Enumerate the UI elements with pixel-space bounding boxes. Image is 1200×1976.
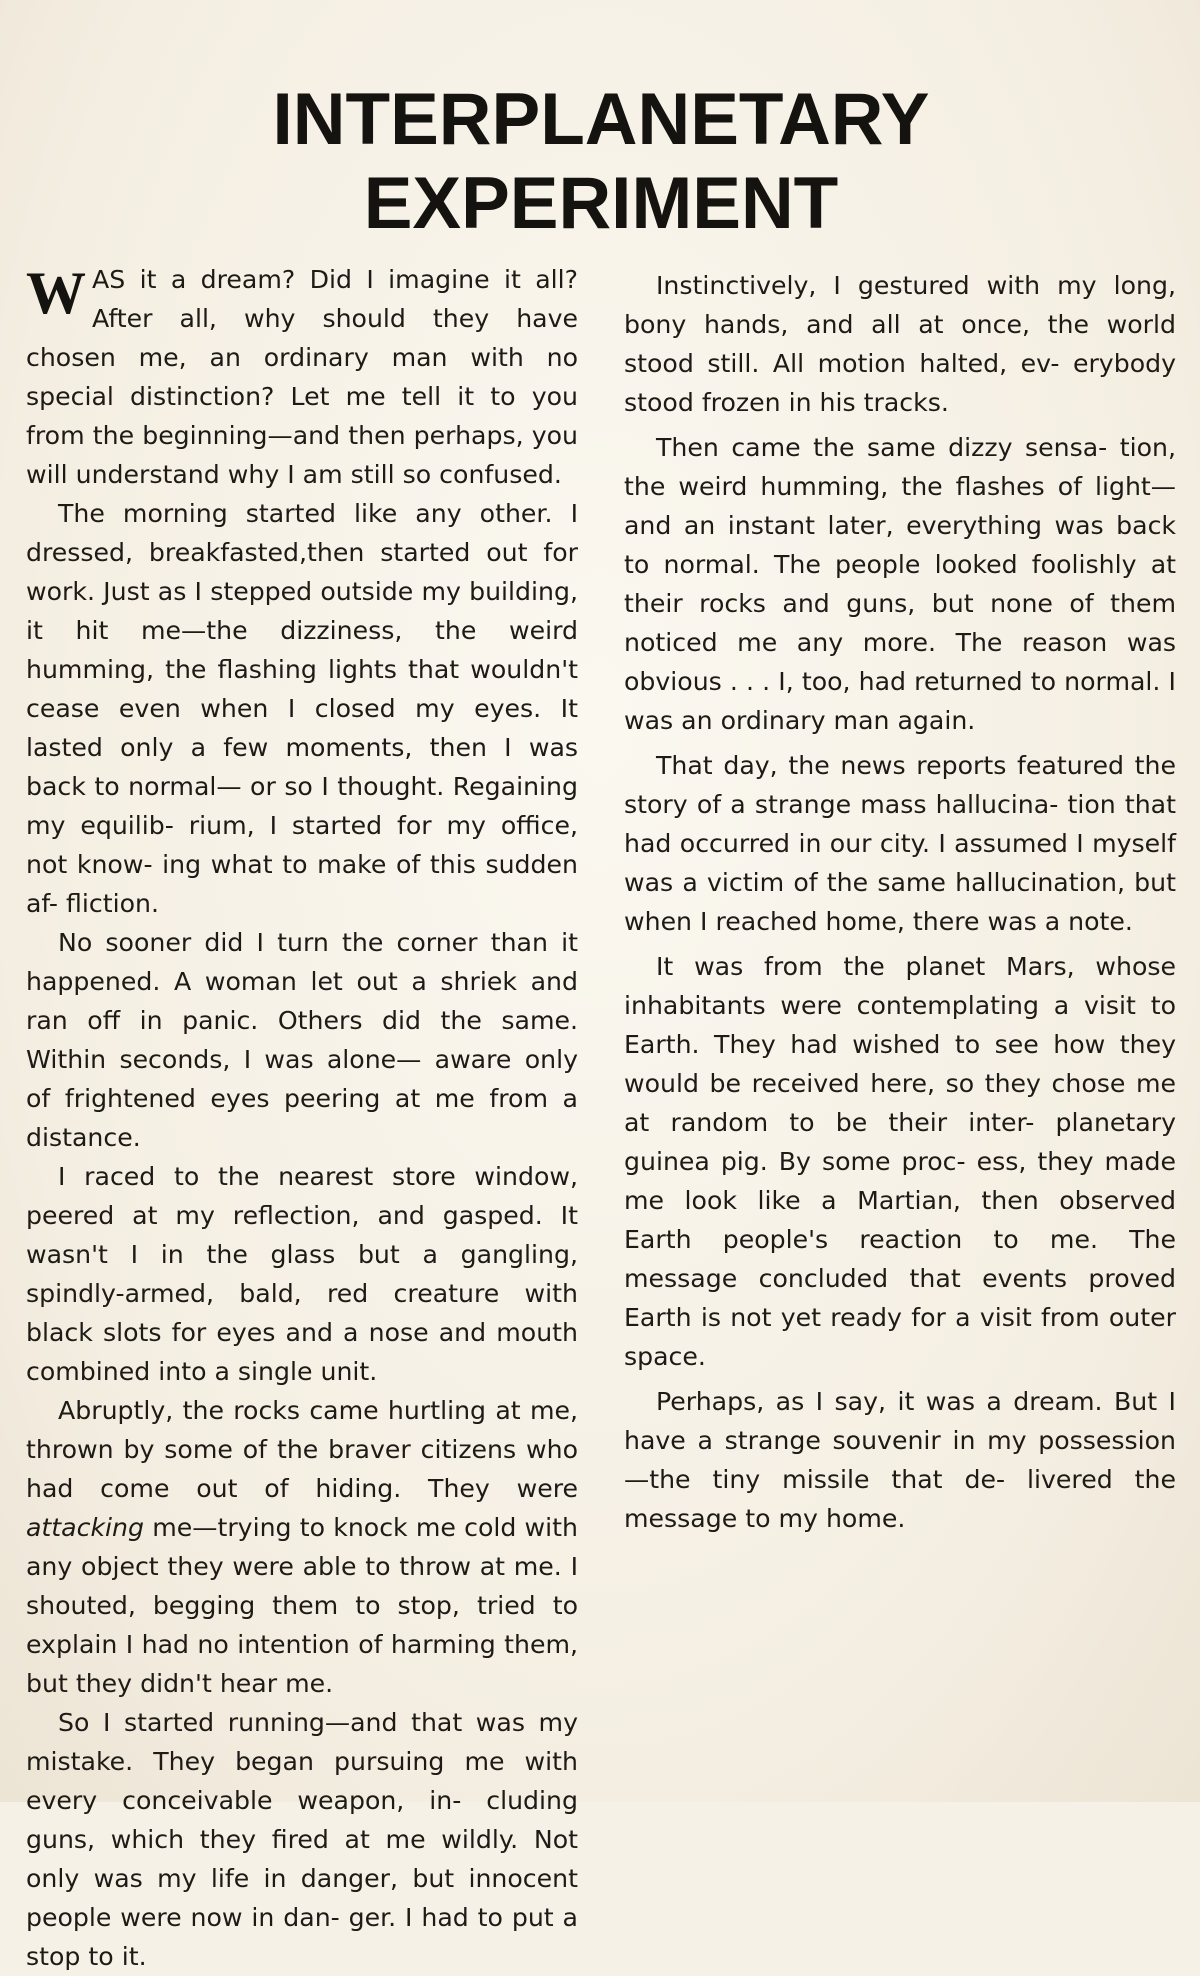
right-column bbox=[624, 260, 1176, 1976]
paragraph-5-rest: me—trying to knock me cold with any object they were able to throw at me. I shouted, begging them to stop, tried to explain I had no intention of harming them, but they didn't hear me. bbox=[26, 1513, 578, 1698]
story-title: INTERPLANETARY EXPERIMENT bbox=[272, 79, 930, 244]
paragraph-5 bbox=[26, 1391, 578, 1703]
paragraph-7: Instinctively, I gestured with my long, bony hands, and all at once, the world stood still. All motion halted, ev- erybody stood frozen in his tracks. bbox=[624, 271, 1176, 417]
paragraph-6: So I started running—and that was my mistake. They began pursuing me with every conceivable weapon, in- cluding guns, which they fired at me wildly. Not only was my life in danger, but innocent people were now in dan- ger. I had to put a stop to it. bbox=[26, 1708, 578, 1971]
paragraph-4: I raced to the nearest store window, peered at my reflection, and gasped. It wasn't I in the glass but a gangling, spindly-armed, bald, red creature with black slots for eyes and a nose and mouth combined into a single unit. bbox=[26, 1162, 578, 1386]
paragraph-1-text: AS it a dream? Did I imagine it all? After all, why should they have chosen me, an ordinary man with no special distinction? Let me tell it to you from the beginning—and then perhaps, you will understand why I am still so confused. bbox=[26, 265, 578, 489]
paragraph-5-start: Abruptly, the rocks came hurtling at me, thrown by some of the braver citizens who had come out of hiding. They were bbox=[26, 1396, 578, 1503]
story-columns bbox=[26, 260, 1176, 1976]
paragraph-9: That day, the news reports featured the story of a strange mass hallucina- tion that had occurred in our city. I assumed I myself was a victim of the same hallucination, but when I reached home, there was a note. bbox=[624, 751, 1176, 936]
paragraph-5-emphasis: attacking bbox=[26, 1513, 145, 1542]
paragraph-11: Perhaps, as I say, it was a dream. But I have a strange souvenir in my possession—the tiny missile that de- livered the message to my home. bbox=[624, 1387, 1176, 1533]
paragraph-10: It was from the planet Mars, whose inhabitants were contemplating a visit to Earth. They had wished to see how they would be received here, so they chose me at random to be their inter- planetary guinea pig. By some proc- ess, they made me look like a Martian, then observed Earth people's reaction to me. The message concluded that events proved Earth is not yet ready for a visit from outer space. bbox=[624, 952, 1176, 1371]
paragraph-1 bbox=[26, 260, 578, 494]
paragraph-8: Then came the same dizzy sensa- tion, the weird humming, the flashes of light—and an instant later, everything was back to normal. The people looked foolishly at their rocks and guns, but none of them noticed me any more. The reason was obvious . . . I, too, had returned to normal. I was an ordinary man again. bbox=[624, 433, 1176, 735]
left-column bbox=[26, 260, 578, 1976]
drop-cap: W bbox=[26, 260, 86, 326]
paragraph-3: No sooner did I turn the corner than it happened. A woman let out a shriek and ran off in panic. Others did the same. Within seconds, I was alone— aware only of frightened eyes peering at me from a distance. bbox=[26, 928, 578, 1152]
paragraph-2: The morning started like any other. I dressed, breakfasted,then started out for work. Just as I stepped outside my building, it hit me—the dizziness, the weird humming, the flashing lights that wouldn't cease even when I closed my eyes. It lasted only a few moments, then I was back to normal— or so I thought. Regaining my equilib- rium, I started for my office, not know- ing what to make of this sudden af- fliction. bbox=[26, 499, 578, 918]
